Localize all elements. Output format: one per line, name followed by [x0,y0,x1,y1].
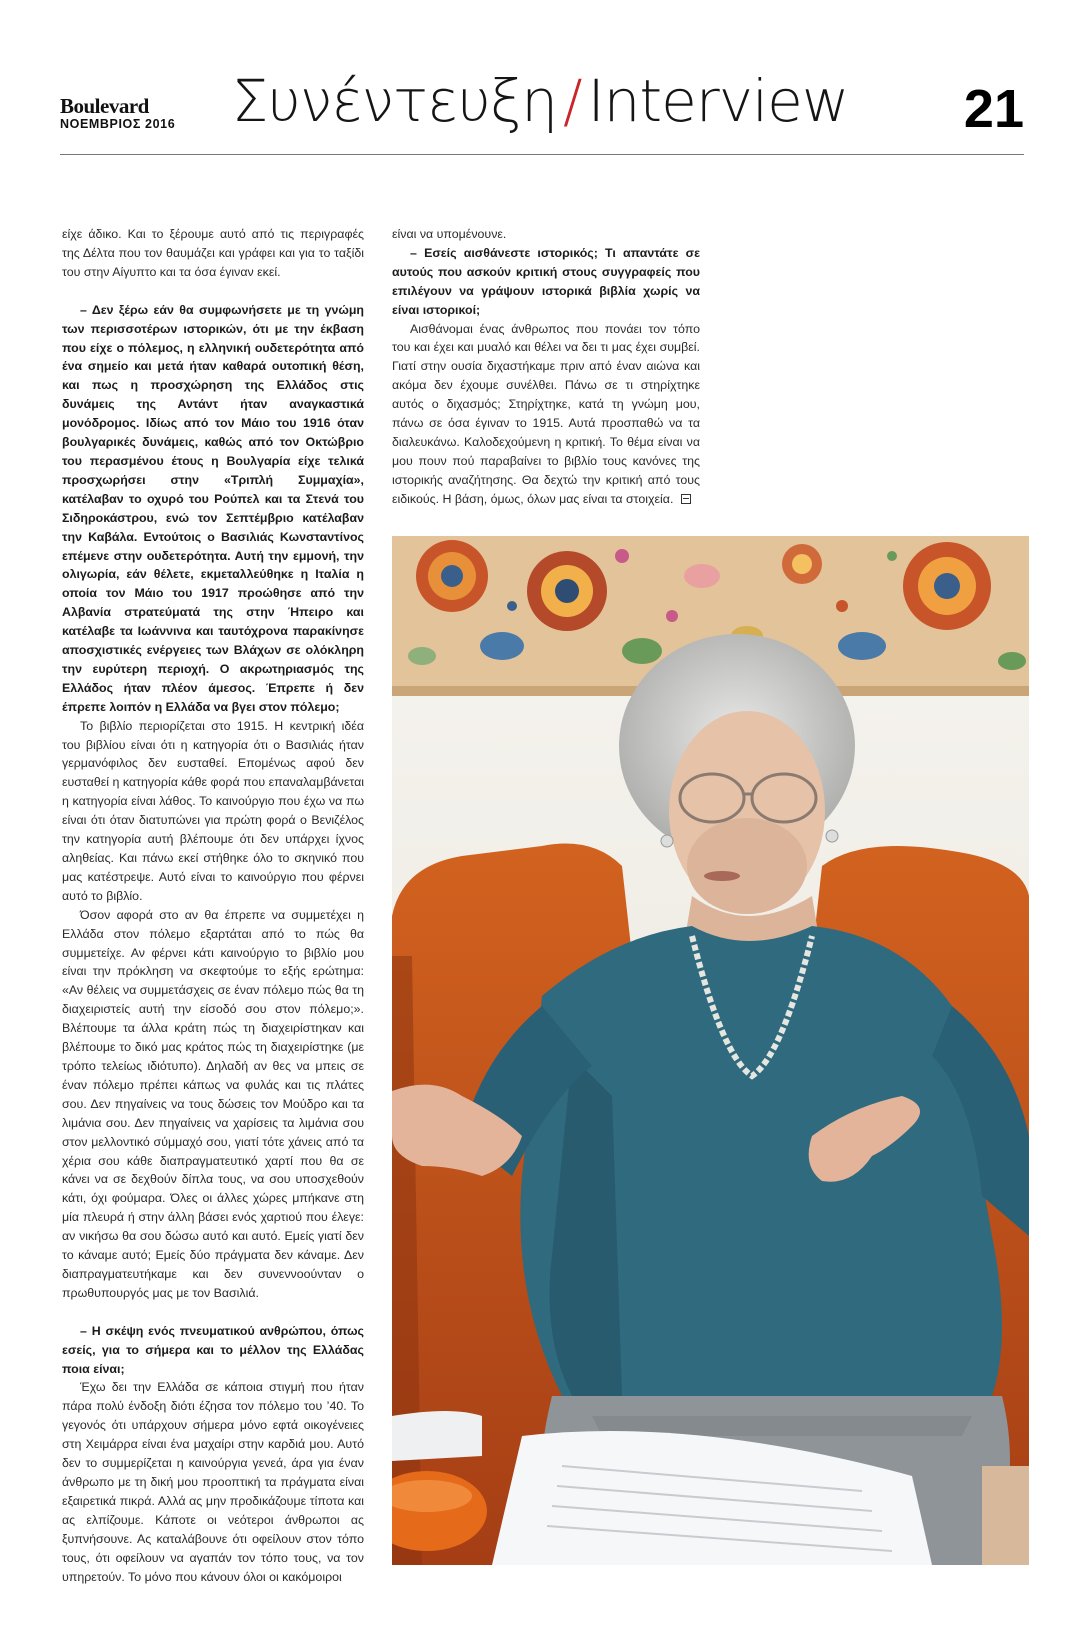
section-title-separator: / [563,67,582,135]
interview-question: – Δεν ξέρω εάν θα συμφωνήσετε με τη γνώμη των περισσοτέρων ιστορικών, ότι με την έκβαση που είχε ο πόλεμος, η ελληνική ουδετερότητα από ένα σημείο και μετά ήταν καθαρά ουτοπική θέση, και πως η προσχώρηση της Ελλάδος στις δυνάμεις της Αντάντ ήταν αναγκαστικά μονόδρομος. Ιδίως από τον Μάιο του 1916 όταν βουλγαρικές δυνάμεις, καθώς από τον Οκτώβριο του περασμένου έτους η Βουλγαρία είχε τελικά προσχωρήσει στην «Τριπλή Συμμαχία», κατέλαβαν το οχυρό του Ρούπελ και τα Στενά του Σιδηροκάστρου, ενώ τον Σεπτέμβριο κατέλαβαν την Καβάλα. Εντούτοις ο Βασιλιάς Κωνσταντίνος επέμενε στην ουδετερότητα. Αυτή την εμμονή, την ολιγωρία, εάν θέλετε, εκμεταλλεύθηκε η Ιταλία η οποία τον Μάιο του 1917 προώθησε από την Αλβανία στρατεύματά της στην Ήπειρο και κατέλαβε τα Ιωάννινα και ταυτόχρονα παρακίνησε αποσχιστικές ενέργειες των Βλάχων σε ολόκληρη την ευρύτερη περιοχή. Ο ακρωτηριασμός της Ελλάδος ήταν πλέον άμεσος. Έπρεπε ή δεν έπρεπε λοιπόν η Ελλάδα να βγει στον πόλεμο; [62,302,364,714]
article-column-2 [392,225,700,509]
page-number: 21 [963,79,1024,139]
paragraph: Το βιβλίο περιορίζεται στο 1915. Η κεντρική ιδέα του βιβλίου είναι ότι η κατηγορία ότι ο Βασιλιάς ήταν γερμανόφιλος δεν ευσταθεί. Επομένως αφού δεν ευσταθεί η κατηγορία κάθε φορά που επαναλαμβάνεται η κατηγορία είναι λάθος. Το καινούργιο που έχω να πω είναι ότι όταν διατυπώνει για πρώτη φορά ο Βενιζέλος την κατηγορία αυτή βλέπουμε ότι δεν υπάρχει ίχνος αληθείας. Και πάνω εκεί στήθηκε όλο το σκηνικό που μας κατέστρεψε. Αυτό είναι το καινούργιο που φέρνει αυτό το βιβλίο. [62,718,364,903]
paragraph: είχε άδικο. Και το ξέρουμε αυτό από τις περιγραφές της Δέλτα που τον θαυμάζει και γράφει και για το ταξίδι του στην Αίγυπτο και τα όσα έγιναν εκεί. [62,227,364,279]
answer-text: Αισθάνομαι ένας άνθρωπος που πονάει τον τόπο του και έχει και μυαλό και θέλει να δει τι μας έχει συμβεί. Γιατί στην ουσία διχαστήκαμε πριν από έναν αιώνα και ακόμα δεν έχουμε συνέλθει. Πάνω σε τι στηρίχτηκε αυτός ο διχασμός; Στηρίχτηκε, κατά τη γνώμη μου, πάνω σε όσα έγιναν το 1915. Αυτά προσπαθώ να τα διαλευκάνω. Καλοδεχούμενη η κριτική. Το θέμα είναι να μου πουν πού παραβαίνει το βιβλίο τους κανόνες της ιστορικής αναζήτησης. Θα δεχτώ την κριτική από τους ειδικούς. Η βάση, όμως, όλων μας είναι τα στοιχεία. [392,321,700,506]
paragraph: Όσον αφορά στο αν θα έπρεπε να συμμετέχει η Ελλάδα στον πόλεμο εξαρτάται από το πώς θα συμμετείχε. Αν φέρνει κάτι καινούργιο το βιβλίο μου είναι την πρόκληση να σκεφτούμε το εξής ερώτημα: «Αν θέλεις να συμμετάσχεις σε έναν πόλεμο πώς θα τη διαχειριστείς αυτή την είσοδό σου στον πόλεμο;». Βλέπουμε τα άλλα κράτη πώς τη διαχειρίστηκαν και βλέπουμε το δικό μας κράτος πώς τη διαχειρίστηκε (με τρόπο τελείως ιδιότυπο). Δηλαδή αν θες να μπεις σε έναν πόλεμο πρέπει κάπως να φυλάς και τις πλάτες σου. Δεν πηγαίνεις να τους δώσεις τον Μούδρο και τα λιμάνια σου. Δεν πηγαίνεις να χαρίσεις τα λιμάνια σου στον μελλοντικό σύμμαχό σου, γιατί τότε χάνεις από τα χέρια σου κάθε διαπραγματευτικό χαρτί που θα σε κάνει να σε δεχθούν δίπλα τους, να σου υποσχεθούν κάτι, όχι φούμαρα. Όλες οι άλλες χώρες μπήκανε στη μία πλευρά ή στην άλλη βάσει ενός χαρτιού που έλεγε: αν νικήσω θα σου δώσω αυτό και αυτό. Εμείς γιατί δεν το κάναμε αυτό; Εμείς δύο πράγματα δεν κάναμε. Δεν διαπραγματευτήκαμε και δεν συνεννοούνταν ο πρωθυπουργός μας με τον Βασιλιά. [62,907,364,1300]
paragraph: είναι να υπομένουνε. [392,227,507,241]
section-title [0,67,1080,135]
issue-date: ΝΟΕΜΒΡΙΟΣ 2016 [60,117,176,131]
header-rule [60,154,1024,155]
paragraph: Έχω δει την Ελλάδα σε κάποια στιγμή που ήταν πάρα πολύ ένδοξη διότι έζησα τον πόλεμο του ’40. Το γεγονός ότι υπάρχουν σήμερα μόνο εφτά οικογένειες στη Χειμάρρα είναι ένα μαχαίρι στην καρδιά μου. Αυτό δεν το συμμερίζεται η καινούργια γενεά, άρα για έναν άνθρωπο με τη δική μου προοπτική τα πράγματα είναι εξαιρετικά πικρά. Αλλά ας μην προδικάζουμε τίποτα και ας ελπίζουμε. Κάποτε οι νεότεροι άνθρωποι ας ξυπνήσουνε. Ας καταλάβουνε ότι οφείλουν στον τόπο τους, ότι οφείλουν να αγαπάν τον τόπο τους, να τον υπηρετούν. Το μόνο που κάνουν όλοι οι κακόμοιροι [62,1380,364,1584]
interview-question: – Η σκέψη ενός πνευματικού ανθρώπου, όπως εσείς, για το σήμερα και το μέλλον της Ελλάδας ποια είναι; [62,1323,364,1376]
interview-question: – Εσείς αισθάνεστε ιστορικός; Τι απαντάτε σε αυτούς που ασκούν κριτική στους συγγραφείς που επιλέγουν να γράψουν ιστορικά βιβλία χωρίς να είναι ιστορικοί; [392,245,700,317]
brand-name: Boulevard [60,94,149,118]
portrait-illustration [392,536,1029,1565]
end-of-article-icon [681,494,691,504]
article-column-1 [62,225,364,1586]
interview-photo [392,536,1029,1565]
section-title-greek: Συνέντευξη [231,67,558,135]
paragraph [392,320,700,509]
section-title-english: Interview [587,67,849,135]
